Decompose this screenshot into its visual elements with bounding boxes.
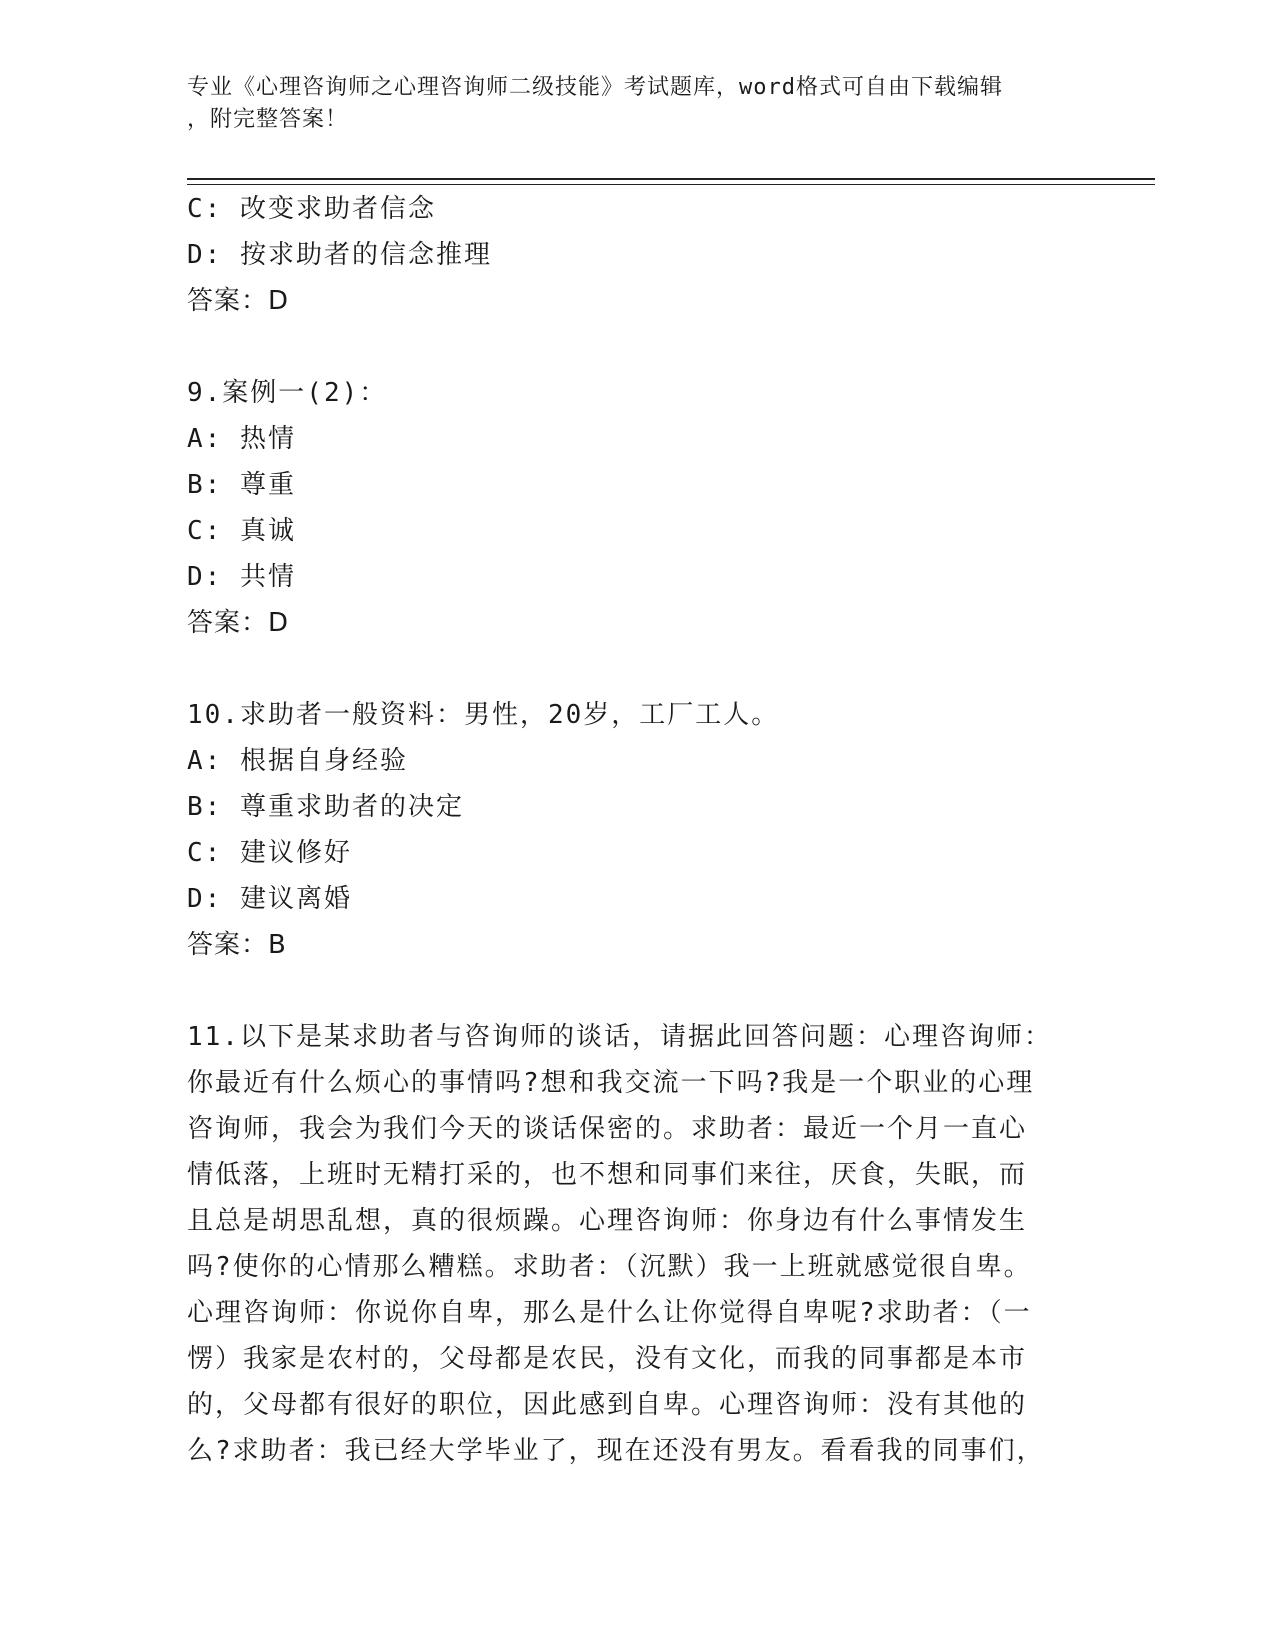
option-d: D: 建议离婚 — [187, 884, 352, 914]
option-b: B: 尊重求助者的决定 — [187, 792, 464, 822]
header-line-2: ，附完整答案！ — [187, 107, 349, 132]
question-11-stem — [187, 1014, 1087, 1474]
option-d: D: 按求助者的信念推理 — [187, 240, 492, 270]
option-a: A: 根据自身经验 — [187, 746, 408, 776]
question-9-stem: 9.案例一(2)： — [187, 378, 388, 408]
answer-line: 答案：B — [187, 930, 287, 960]
paragraph-line: 愣）我家是农村的，父母都是农民，没有文化，而我的同事都是本市 — [187, 1344, 1028, 1374]
paragraph-line: 心理咨询师：你说你自卑，那么是什么让你觉得自卑呢?求助者：（一 — [187, 1298, 1032, 1328]
option-c: C: 改变求助者信念 — [187, 194, 436, 224]
paragraph-line: 咨询师，我会为我们今天的谈话保密的。求助者：最近一个月一直心 — [187, 1114, 1028, 1144]
option-a: A: 热情 — [187, 424, 296, 454]
paragraph-line: 11.以下是某求助者与咨询师的谈话，请据此回答问题：心理咨询师： — [187, 1022, 1052, 1052]
paragraph-line: 且总是胡思乱想，真的很烦躁。心理咨询师：你身边有什么事情发生 — [187, 1206, 1028, 1236]
answer-line: 答案：D — [187, 286, 290, 316]
option-c: C: 建议修好 — [187, 838, 352, 868]
page-header — [187, 72, 1067, 136]
question-content — [187, 186, 1087, 1474]
option-b: B: 尊重 — [187, 470, 296, 500]
option-c: C: 真诚 — [187, 516, 296, 546]
question-10-stem: 10.求助者一般资料：男性，20岁，工厂工人。 — [187, 700, 780, 730]
paragraph-line: 吗?使你的心情那么糟糕。求助者：（沉默）我一上班就感觉很自卑。 — [187, 1252, 1032, 1282]
paragraph-line: 么?求助者：我已经大学毕业了，现在还没有男友。看看我的同事们， — [187, 1436, 1045, 1466]
paragraph-line: 情低落，上班时无精打采的，也不想和同事们来往，厌食，失眠，而 — [187, 1160, 1028, 1190]
paragraph-line: 的，父母都有很好的职位，因此感到自卑。心理咨询师：没有其他的 — [187, 1390, 1028, 1420]
paragraph-line: 你最近有什么烦心的事情吗?想和我交流一下吗?我是一个职业的心理 — [187, 1068, 1035, 1098]
header-divider-thin — [187, 184, 1155, 185]
header-line-1: 专业《心理咨询师之心理咨询师二级技能》考试题库，word格式可自由下载编辑 — [187, 75, 1003, 100]
answer-line: 答案：D — [187, 608, 290, 638]
header-divider-thick — [187, 178, 1155, 180]
option-d: D: 共情 — [187, 562, 296, 592]
